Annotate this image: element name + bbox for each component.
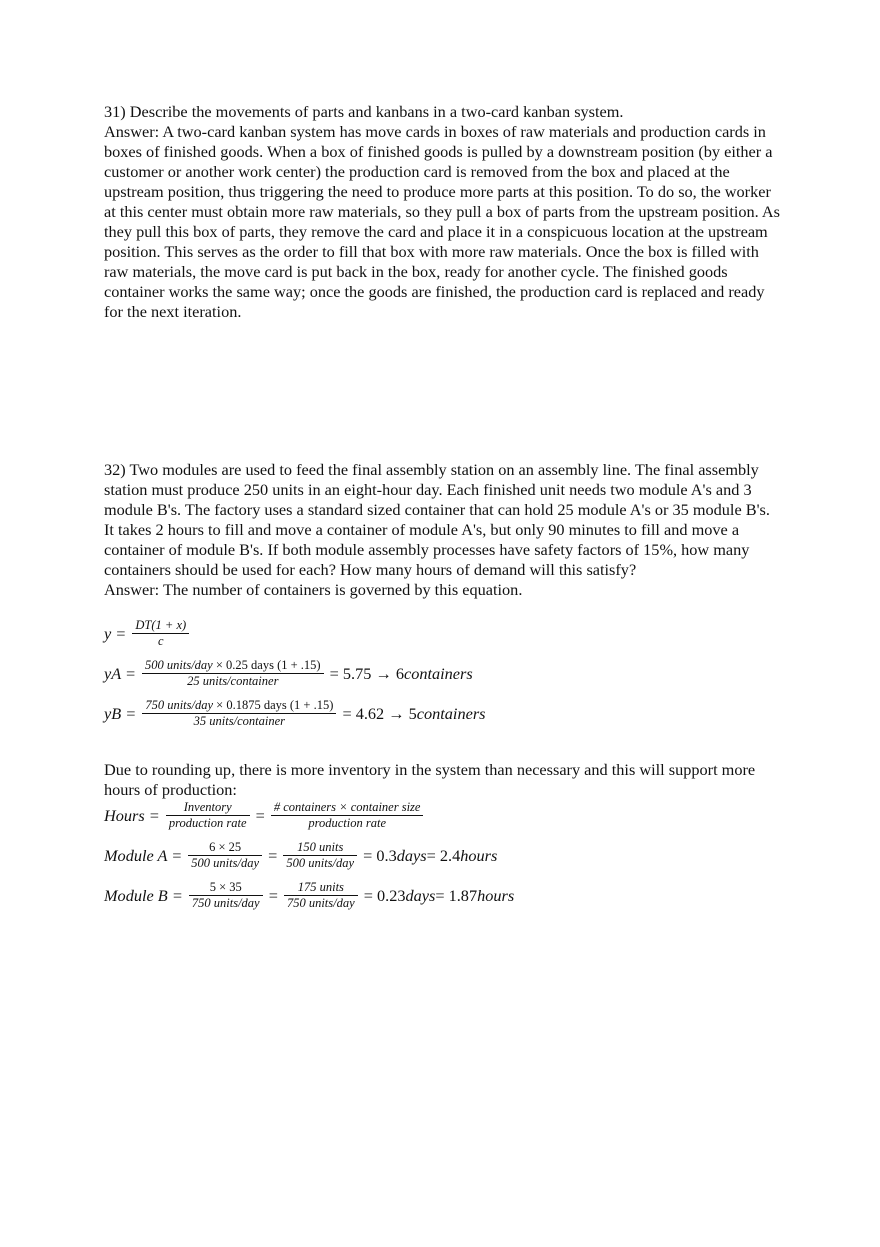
eq-mb-lhs: Module B = xyxy=(104,885,183,905)
question-32-answer-intro: Answer: The number of containers is governed by this equation. xyxy=(104,580,523,599)
eq-hours-num-1: Inventory xyxy=(166,800,250,816)
equation-module-b xyxy=(104,880,514,911)
eq-yb-num-rate: 750 units/day xyxy=(145,698,214,712)
eq-ma-num-2: 150 units xyxy=(283,840,357,856)
eq-hours-fraction-2 xyxy=(271,800,424,831)
eq-ya-denominator: 25 units/container xyxy=(187,674,279,688)
eq-ya-lhs: yA = xyxy=(104,663,136,683)
eq-mb-result-hours: = 1.87 xyxy=(435,885,478,905)
eq-y-denominator: c xyxy=(157,634,164,648)
eq-yb-numerator xyxy=(142,698,336,714)
eq-mb-fraction-2 xyxy=(284,880,358,911)
eq-hours-lhs: Hours = xyxy=(104,805,160,825)
eq-y-lhs: y = xyxy=(104,623,127,643)
eq-ya-numerator xyxy=(142,658,324,674)
eq-ya-result: = 5.75 → 6 xyxy=(329,663,404,683)
eq-yb-unit: containers xyxy=(416,703,486,723)
eq-yb-result: = 4.62 → 5 xyxy=(342,703,417,723)
eq-yb-fraction xyxy=(142,698,336,729)
question-31-answer: Answer: A two-card kanban system has move cards in boxes of raw materials and production cards in boxes of finished goods. When a box of finished goods is pulled by a downstream position (by either a customer or another work center) the production card is removed from the box and placed at the upstream position, thus triggering the need to produce more parts at this position. To do so, the worker at this center must obtain more raw materials, so they pull a box of parts from the upstream position. As they pull this box of parts, they remove the card and place it in a conspicuous location at the upstream position. This serves as the order to fill that box with more raw materials. Once the box is filled with raw materials, the move card is put back in the box, ready for another cycle. The finished goods container works the same way; once the goods are finished, the production card is replaced and ready for the next iteration. xyxy=(104,122,780,321)
eq-ma-lhs: Module A = xyxy=(104,845,183,865)
eq-ya-num-rest: × 0.25 days (1 + .15) xyxy=(212,658,321,672)
eq-yb-num-rest: × 0.1875 days (1 + .15) xyxy=(213,698,334,712)
equation-module-a xyxy=(104,840,497,871)
eq-ya-num-rate: 500 units/day xyxy=(145,658,213,672)
equation-hours xyxy=(104,800,425,831)
eq-ya-unit: containers xyxy=(403,663,473,683)
eq-mb-unit-hours: hours xyxy=(477,885,515,905)
eq-ma-unit-days: days xyxy=(396,845,427,865)
eq-y-fraction xyxy=(132,618,189,649)
eq-ma-fraction-1 xyxy=(188,840,262,871)
eq-hours-den-2: production rate xyxy=(308,816,386,830)
eq-yb-lhs: yB = xyxy=(104,703,137,723)
eq-ma-equals: = xyxy=(268,845,278,865)
equation-containers-formula xyxy=(104,618,191,649)
eq-hours-equals: = xyxy=(255,805,265,825)
question-31-text: 31) Describe the movements of parts and kanbans in a two-card kanban system. xyxy=(104,102,624,121)
rounding-explanation: Due to rounding up, there is more inventory in the system than necessary and this will support more hours of production: xyxy=(104,760,756,799)
eq-y-numerator: DT(1 + x) xyxy=(132,618,189,634)
eq-mb-den-2: 750 units/day xyxy=(286,896,355,910)
eq-ma-result-hours: = 2.4 xyxy=(426,845,461,865)
eq-ma-den-2: 500 units/day xyxy=(286,856,355,870)
eq-mb-num-1: 5 × 35 xyxy=(189,880,263,896)
eq-hours-num-2: # containers × container size xyxy=(271,800,424,816)
eq-ma-unit-hours: hours xyxy=(460,845,498,865)
eq-ma-result-days: = 0.3 xyxy=(363,845,397,865)
eq-hours-fraction-1 xyxy=(166,800,250,831)
eq-ma-den-1: 500 units/day xyxy=(191,856,260,870)
eq-ma-fraction-2 xyxy=(283,840,357,871)
eq-ya-fraction xyxy=(142,658,324,689)
eq-mb-fraction-1 xyxy=(189,880,263,911)
eq-mb-num-2: 175 units xyxy=(284,880,358,896)
question-32-text: 32) Two modules are used to feed the final assembly station on an assembly line. The final assembly station must produce 250 units in an eight-hour day. Each finished unit needs two module A's and 3 module B's. The factory uses a standard sized container that can hold 25 module A's or 35 module B's. It takes 2 hours to fill and move a container of module A's, but only 90 minutes to fill and move a container of module B's. If both module assembly processes have safety factors of 15%, how many containers should be used for each? How many hours of demand will this satisfy? xyxy=(104,460,770,579)
eq-hours-den-1: production rate xyxy=(168,816,247,830)
question-31 xyxy=(104,102,780,322)
eq-yb-denominator: 35 units/container xyxy=(193,714,285,728)
question-32 xyxy=(104,460,780,600)
equation-ya xyxy=(104,658,473,689)
eq-mb-result-days: = 0.23 xyxy=(363,885,406,905)
eq-mb-den-1: 750 units/day xyxy=(191,896,260,910)
eq-ma-num-1: 6 × 25 xyxy=(188,840,262,856)
eq-mb-unit-days: days xyxy=(405,885,436,905)
equation-yb xyxy=(104,698,486,729)
eq-mb-equals: = xyxy=(268,885,278,905)
